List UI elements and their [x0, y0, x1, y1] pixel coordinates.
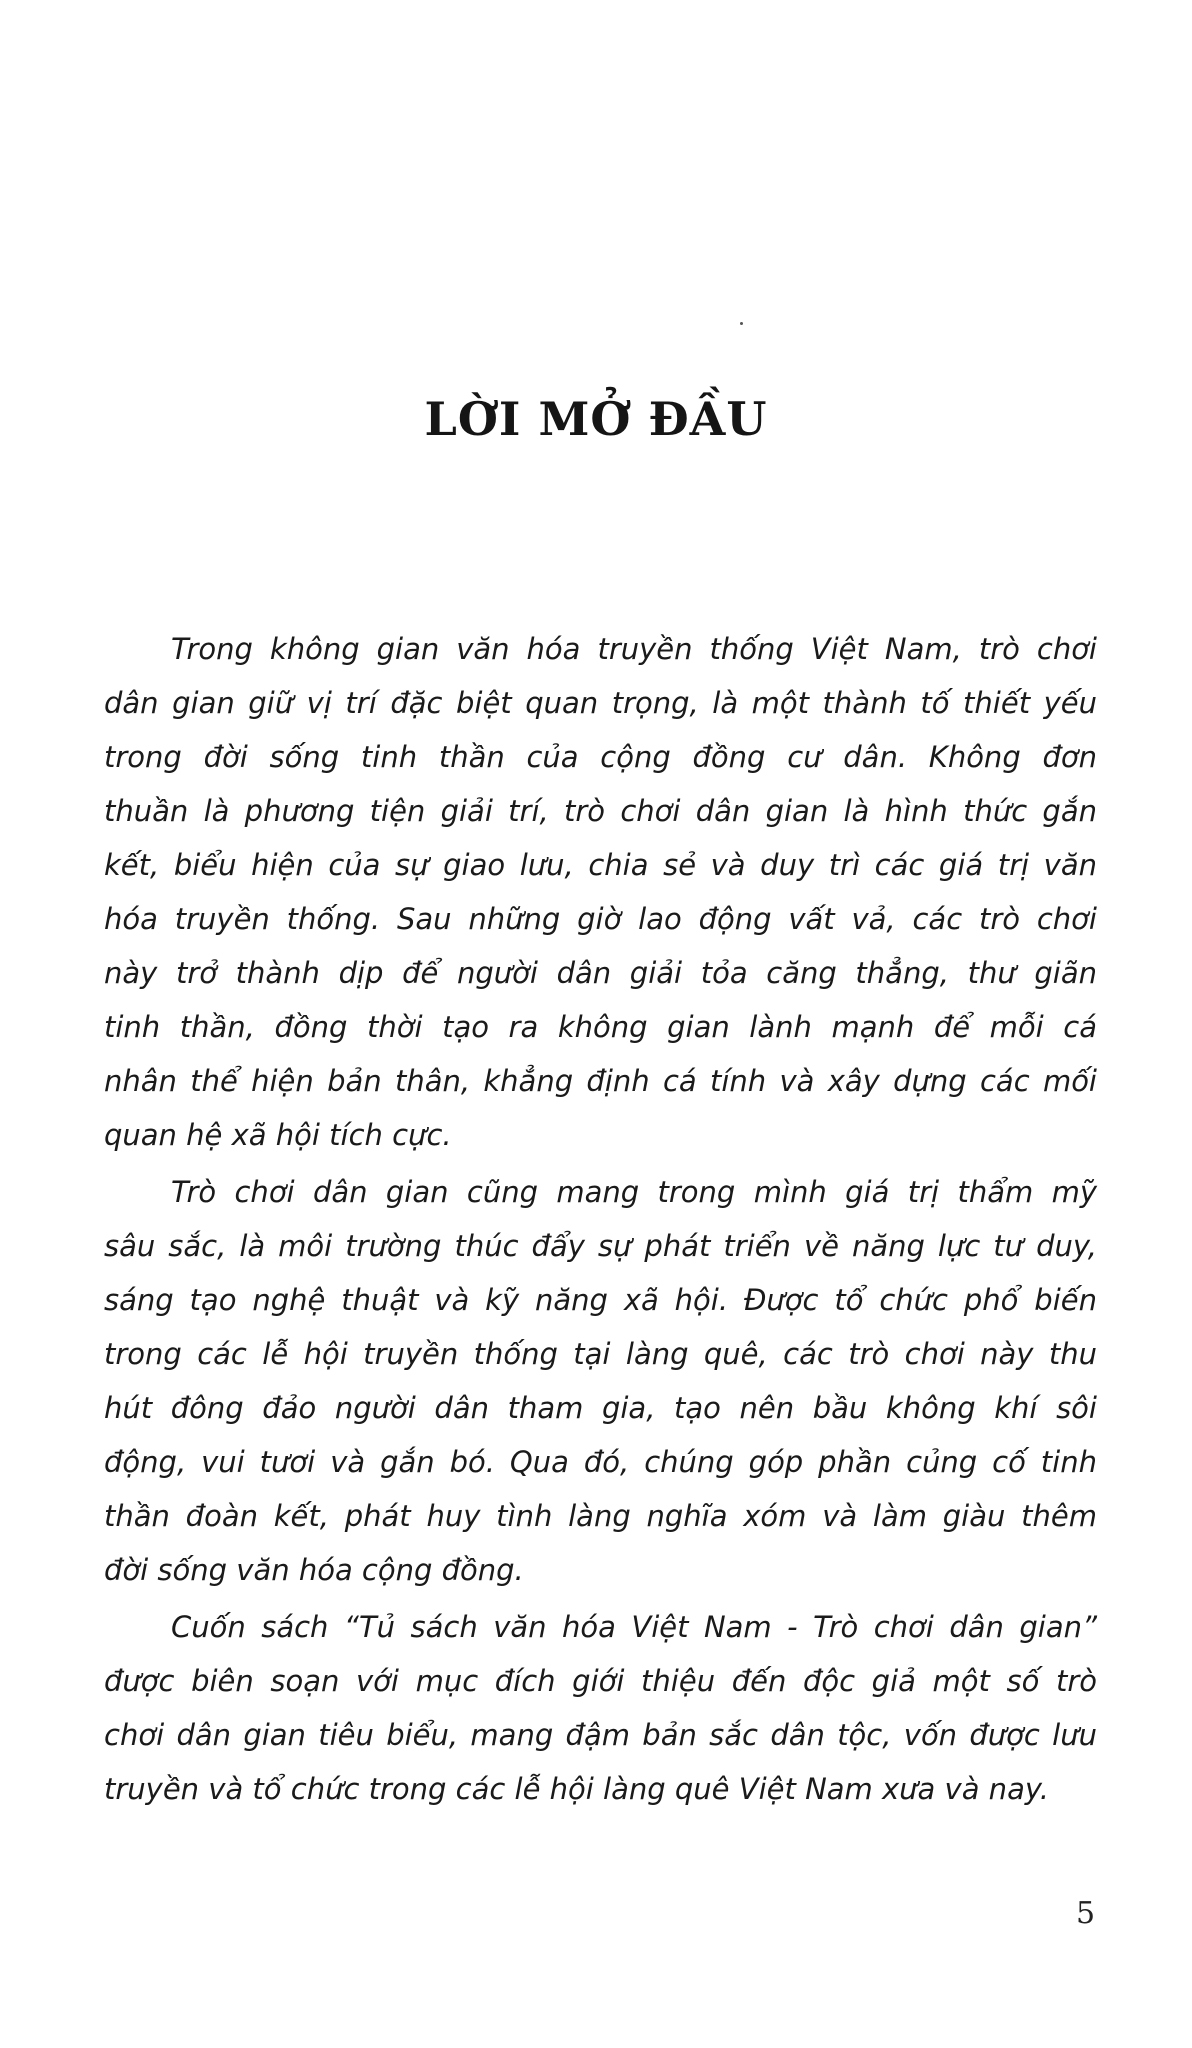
text-line: tinh thần, đồng thời tạo ra không gian lành mạnh để mỗi cá [104, 1010, 1097, 1044]
text-line: nhân thể hiện bản thân, khẳng định cá tính và xây dựng các mối [104, 1064, 1097, 1098]
text-line: Trong không gian văn hóa truyền thống Việt Nam, trò chơi [171, 632, 1097, 666]
paragraph [104, 1600, 1097, 1816]
text-line: thần đoàn kết, phát huy tình làng nghĩa xóm và làm giàu thêm [104, 1499, 1097, 1533]
text-line: Trò chơi dân gian cũng mang trong mình giá trị thẩm mỹ [171, 1175, 1097, 1209]
text-line: quan hệ xã hội tích cực. [104, 1118, 452, 1152]
paragraph [104, 1165, 1097, 1597]
text-line: hóa truyền thống. Sau những giờ lao động vất vả, các trò chơi [104, 902, 1097, 936]
speck [740, 322, 743, 325]
page-number: 5 [1076, 1896, 1096, 1931]
text-line: động, vui tươi và gắn bó. Qua đó, chúng góp phần củng cố tinh [104, 1445, 1097, 1479]
text-line: này trở thành dịp để người dân giải tỏa căng thẳng, thư giãn [104, 956, 1097, 990]
body-text [104, 622, 1097, 1819]
text-line: sâu sắc, là môi trường thúc đẩy sự phát triển về năng lực tư duy, [104, 1229, 1097, 1263]
text-line: Cuốn sách “Tủ sách văn hóa Việt Nam - Trò chơi dân gian” [171, 1610, 1097, 1644]
page-title: LỜI MỞ ĐẦU [424, 392, 768, 446]
text-line: kết, biểu hiện của sự giao lưu, chia sẻ và duy trì các giá trị văn [104, 848, 1097, 882]
text-line: trong đời sống tinh thần của cộng đồng cư dân. Không đơn [104, 740, 1097, 774]
paragraph [104, 622, 1097, 1162]
text-line: dân gian giữ vị trí đặc biệt quan trọng, là một thành tố thiết yếu [104, 686, 1097, 720]
text-line: được biên soạn với mục đích giới thiệu đến độc giả một số trò [104, 1664, 1097, 1698]
text-line: sáng tạo nghệ thuật và kỹ năng xã hội. Được tổ chức phổ biến [104, 1283, 1097, 1317]
text-line: chơi dân gian tiêu biểu, mang đậm bản sắc dân tộc, vốn được lưu [104, 1718, 1097, 1752]
text-line: trong các lễ hội truyền thống tại làng quê, các trò chơi này thu [104, 1337, 1097, 1371]
text-line: hút đông đảo người dân tham gia, tạo nên bầu không khí sôi [104, 1391, 1097, 1425]
text-line: truyền và tổ chức trong các lễ hội làng quê Việt Nam xưa và nay. [104, 1772, 1049, 1806]
text-line: đời sống văn hóa cộng đồng. [104, 1553, 524, 1587]
text-line: thuần là phương tiện giải trí, trò chơi dân gian là hình thức gắn [104, 794, 1097, 828]
